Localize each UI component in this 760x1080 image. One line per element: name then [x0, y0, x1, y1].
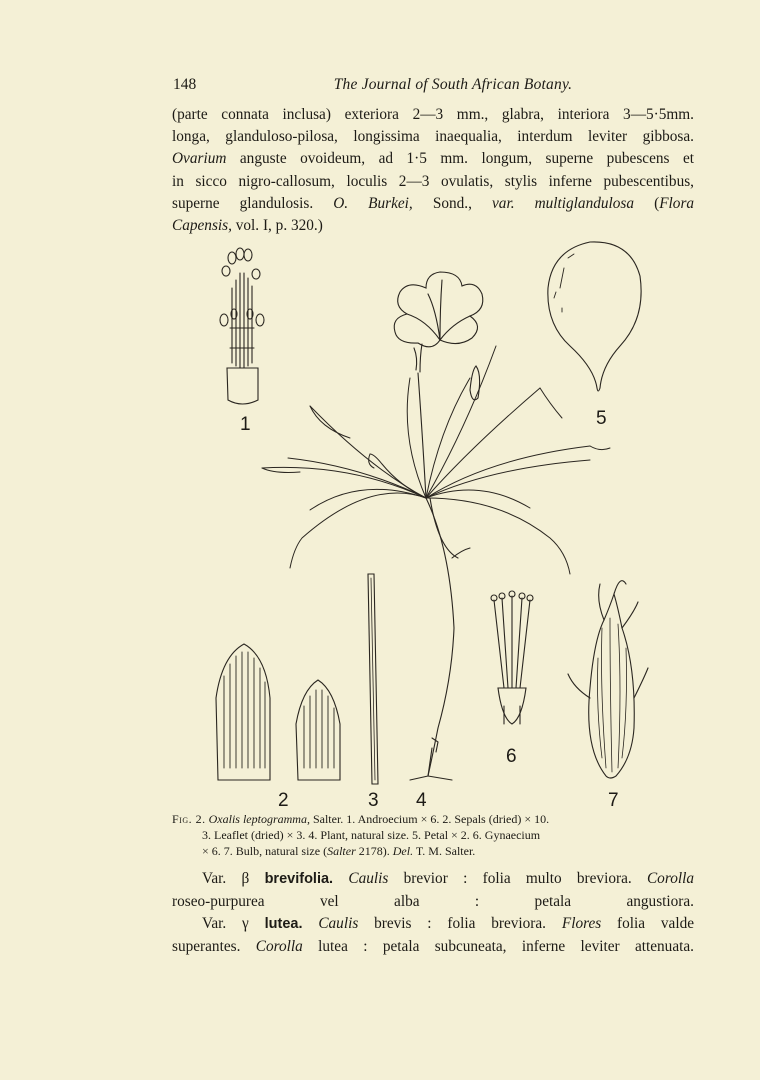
variety-name: lutea.: [264, 916, 303, 932]
text-span: Var. γ: [202, 915, 265, 932]
gynaecium-drawing: [491, 591, 533, 724]
italic-term: Corolla: [255, 937, 303, 955]
botanical-figure: [170, 228, 700, 808]
italic-term: var. multiglandulosa: [492, 194, 635, 212]
journal-title: The Journal of South African Botany.: [333, 76, 573, 93]
page-number: 148: [173, 76, 197, 93]
italic-term: O. Burkei,: [333, 194, 413, 212]
italic-term: Flores: [561, 915, 602, 932]
bulb-drawing: [568, 581, 648, 778]
italic-term: Corolla: [646, 870, 695, 887]
text-line: longa, glanduloso-pilosa, longissima inaequalia, interdum leviter gibbosa.: [172, 128, 694, 146]
plant-illustration: [170, 228, 700, 808]
italic-term: Ovarium: [172, 150, 227, 168]
variety-name: brevifolia.: [264, 871, 334, 887]
caption-line: [172, 812, 694, 828]
figure-label-5: 5: [596, 408, 607, 429]
figure-label-4: 4: [416, 790, 427, 808]
text-span: vol. I, p. 320.): [231, 217, 323, 235]
italic-term: Del.: [392, 843, 414, 858]
text-span: Salter. 1. Androecium × 6. 2. Sepals (dried) × 10.: [309, 812, 550, 826]
androecium-drawing: [220, 248, 264, 404]
text-span: brevis : folia breviora.: [358, 915, 562, 932]
figure-caption: [172, 812, 694, 859]
text-line: [172, 868, 694, 891]
text-line: roseo-purpurea vel alba : petala angustiora.: [172, 892, 694, 910]
text-line: [172, 193, 694, 215]
text-line: (parte connata inclusa) exteriora 2—3 mm., glabra, interiora 3—5·5mm.: [172, 106, 694, 123]
text-span: folia valde: [601, 915, 695, 932]
text-line: [172, 936, 694, 959]
text-span: T. M. Salter.: [413, 843, 476, 858]
text-span: brevior : folia multo breviora.: [388, 870, 647, 887]
text-span: Sond.,: [412, 194, 492, 212]
figure-label-7: 7: [608, 790, 619, 808]
figure-label-1: 1: [240, 414, 251, 435]
petal-drawing: [548, 242, 641, 391]
species-name: Oxalis leptogramma,: [208, 812, 310, 826]
text-line: [172, 913, 694, 936]
text-span: × 6. 7. Bulb, natural size (: [202, 843, 328, 858]
text-line: [172, 148, 694, 170]
page-header: [173, 76, 693, 98]
text-span: Var. β: [202, 870, 265, 887]
text-span: superne glandulosis.: [172, 194, 334, 212]
figure-label-2: 2: [278, 790, 289, 808]
italic-term: Caulis: [318, 915, 359, 932]
figure-ref: Fig. 2.: [172, 812, 206, 826]
italic-term: Flora: [659, 194, 695, 212]
text-span: lutea : petala subcuneata, inferne leviter attenuata.: [302, 937, 694, 955]
varieties-section: [172, 868, 694, 958]
sepals-drawing: [216, 644, 340, 780]
figure-label-6: 6: [506, 746, 517, 767]
figure-label-3: 3: [368, 790, 379, 808]
italic-term: Caulis: [348, 870, 389, 887]
text-span: anguste ovoideum, ad 1·5 mm. longum, superne pubescens et: [226, 150, 694, 168]
italic-term: Salter: [327, 843, 356, 858]
intro-paragraph: [172, 104, 694, 237]
caption-line: [172, 844, 694, 860]
whole-plant-drawing: [262, 272, 610, 780]
italic-term: Capensis,: [172, 217, 232, 235]
text-span: (: [634, 194, 660, 212]
caption-line: 3. Leaflet (dried) × 3. 4. Plant, natural size. 5. Petal × 2. 6. Gynaecium: [202, 827, 541, 842]
text-span: superantes.: [172, 937, 256, 955]
text-span: 2178).: [355, 843, 393, 858]
text-line: in sicco nigro-callosum, loculis 2—3 ovulatis, stylis inferne pubescentibus,: [172, 172, 694, 190]
leaflet-drawing: [368, 574, 378, 784]
